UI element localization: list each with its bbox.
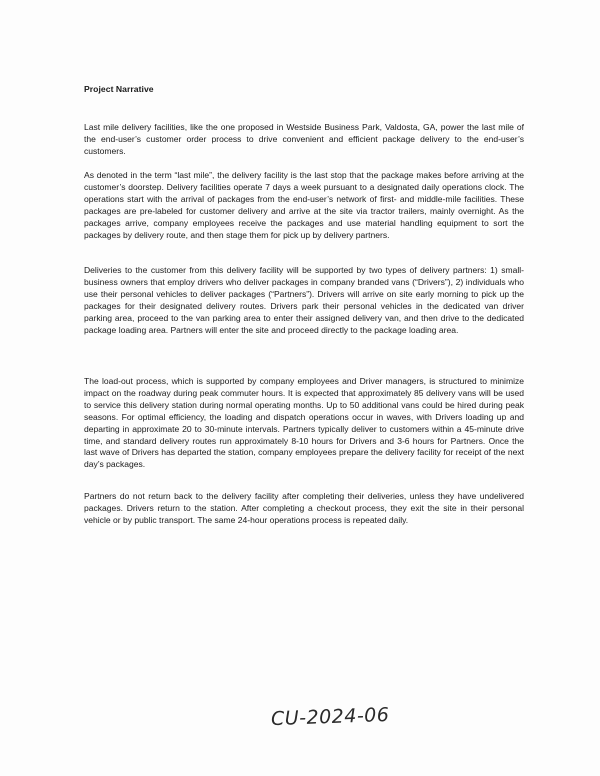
paragraph-delivery-partners: Deliveries to the customer from this delivery facility will be supported by two types of delivery partners: 1) small-business owners that employ drivers who deliver packages in company branded vans (“Drivers”), 2) individuals who use their personal vehicles to deliver packages (“Partners”). Drivers will arrive on site early morning to pick up the packages for their designated delivery routes. Drivers park their personal vehicles in the dedicated van driver parking area, proceed to the van parking area to enter their assigned delivery van, and then drive to the dedicated package loading area. Partners will enter the site and proceed directly to the package loading area. xyxy=(84,265,524,335)
section-heading: Project Narrative xyxy=(84,84,154,94)
paragraph-intro: Last mile delivery facilities, like the one proposed in Westside Business Park, Valdosta, GA, power the last mile of the end-user’s customer order process to drive convenient and efficient package delivery to the end-user’s customers. xyxy=(84,122,524,156)
paragraph-load-out: The load-out process, which is supported by company employees and Driver managers, is structured to minimize impact on the roadway during peak commuter hours. It is expected that approximately 85 delivery vans will be used to service this delivery station during normal operating months. Up to 50 additional vans could be hired during peak seasons. For optimal efficiency, the loading and dispatch operations occur in waves, with Drivers loading up and departing in approximate 20 to 30-minute intervals. Partners typically deliver to customers within a 45-minute drive time, and standard delivery routes run approximately 8-10 hours for Drivers and 3-6 hours for Partners. Once the last wave of Drivers has departed the station, company employees prepare the delivery facility for receipt of the next day’s packages. xyxy=(84,376,524,470)
paragraph-last-mile: As denoted in the term “last mile”, the delivery facility is the last stop that the package makes before arriving at the customer’s doorstep. Delivery facilities operate 7 days a week pursuant to a designated daily operations clock. The operations start with the arrival of packages from the end-user’s network of first- and middle-mile facilities. These packages are pre-labeled for customer delivery and arrive at the site via tractor trailers, mainly overnight. As the packages arrive, company employees receive the packages and use material handling equipment to sort the packages by delivery route, and then stage them for pick up by delivery partners. xyxy=(84,170,524,240)
handwritten-case-number: CU-2024-06 xyxy=(270,703,390,731)
paragraph-return: Partners do not return back to the delivery facility after completing their deliveries, unless they have undelivered packages. Drivers return to the station. After completing a checkout process, they exit the site in their personal vehicle or by public transport. The same 24-hour operations process is repeated daily. xyxy=(84,491,524,525)
